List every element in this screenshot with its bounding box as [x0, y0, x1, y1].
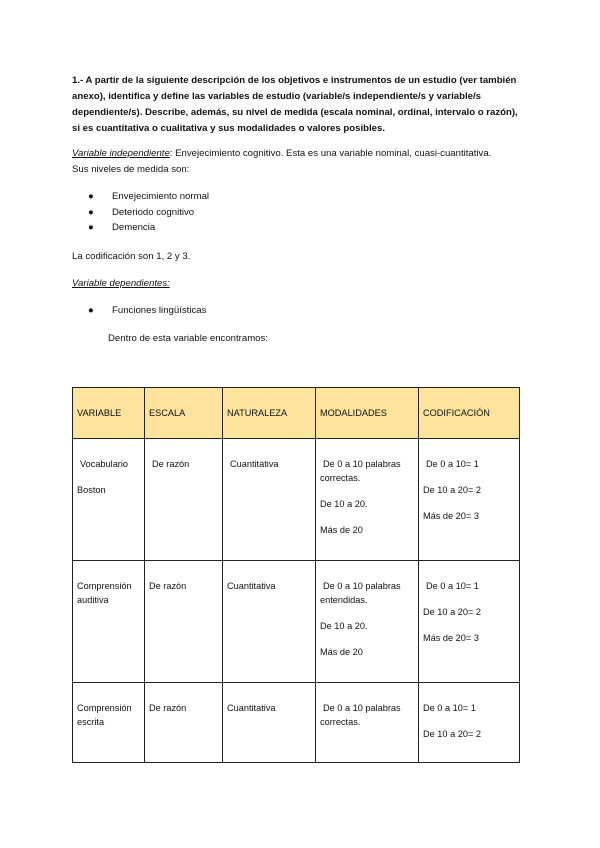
- header-escala: ESCALA: [145, 388, 223, 439]
- table-row: [73, 683, 520, 763]
- cell-modalidades: De 0 a 10 palabras entendidas. De 10 a 20. Más de 20: [316, 561, 419, 683]
- independent-variable-text: : Envejecimiento cognitivo. Esta es una variable nominal, cuasi-cuantitativa.: [169, 148, 492, 159]
- cell-modalidades: De 0 a 10 palabras correctas. De 10 a 20. Más de 20: [316, 439, 419, 561]
- header-variable: VARIABLE: [73, 388, 145, 439]
- bullet-icon: ●: [88, 191, 94, 202]
- header-codificacion: CODIFICACIÓN: [419, 388, 520, 439]
- question-paragraph: [72, 73, 527, 137]
- cell-naturaleza: Cuantitativa: [223, 561, 316, 683]
- cell-codificacion: De 0 a 10= 1 De 10 a 20= 2 Más de 20= 3: [419, 561, 520, 683]
- independent-variable-label: Variable independiente: [72, 148, 170, 159]
- codification-text: La codificación son 1, 2 y 3.: [72, 251, 191, 262]
- dependent-variable-intro: Dentro de esta variable encontramos:: [108, 333, 268, 344]
- independent-variable-levels-intro: Sus niveles de medida son:: [72, 164, 190, 175]
- table-row: [73, 561, 520, 683]
- list-item-label: Funciones lingüísticas: [112, 305, 207, 316]
- cell-naturaleza: Cuantitativa: [223, 683, 316, 763]
- bullet-icon: ●: [88, 305, 94, 316]
- cell-escala: De razón: [145, 683, 223, 763]
- cell-escala: De razón: [145, 561, 223, 683]
- cell-codificacion: De 0 a 10= 1 De 10 a 20= 2: [419, 683, 520, 763]
- header-naturaleza: NATURALEZA: [223, 388, 316, 439]
- independent-variable-paragraph: [72, 146, 532, 178]
- bullet-icon: ●: [88, 222, 94, 233]
- list-item: [88, 303, 206, 319]
- list-item: [88, 205, 194, 221]
- question-line: si es cuantitativa o cualitativa y sus modalidades o valores posibles.: [72, 123, 385, 134]
- question-line: 1.- A partir de la siguiente descripción de los objetivos e instrumentos de un estudio (ver también: [72, 75, 517, 86]
- cell-naturaleza: Cuantitativa: [223, 439, 316, 561]
- table-header-row: [73, 388, 520, 439]
- cell-variable: Comprensión auditiva: [73, 561, 145, 683]
- list-item-label: Deteriodo cognitivo: [112, 207, 195, 218]
- question-line: anexo), identifica y define las variables de estudio (variable/s independiente/s y variable/s: [72, 91, 481, 102]
- cell-modalidades: De 0 a 10 palabras correctas.: [316, 683, 419, 763]
- list-item-label: Demencia: [112, 222, 156, 233]
- cell-variable: Comprensión escrita: [73, 683, 145, 763]
- list-item: [88, 220, 155, 236]
- cell-variable: Vocabulario Boston: [73, 439, 145, 561]
- cell-codificacion: De 0 a 10= 1 De 10 a 20= 2 Más de 20= 3: [419, 439, 520, 561]
- table-row: [73, 439, 520, 561]
- bullet-icon: ●: [88, 207, 94, 218]
- cell-escala: De razón: [145, 439, 223, 561]
- header-modalidades: MODALIDADES: [316, 388, 419, 439]
- dependent-variable-label: Variable dependientes:: [72, 278, 170, 289]
- question-line: dependiente/s). Describe, además, su nivel de medida (escala nominal, ordinal, intervalo o razón),: [72, 107, 518, 118]
- list-item-label: Envejecimiento normal: [112, 191, 210, 202]
- list-item: [88, 189, 209, 205]
- variables-table: [72, 387, 520, 763]
